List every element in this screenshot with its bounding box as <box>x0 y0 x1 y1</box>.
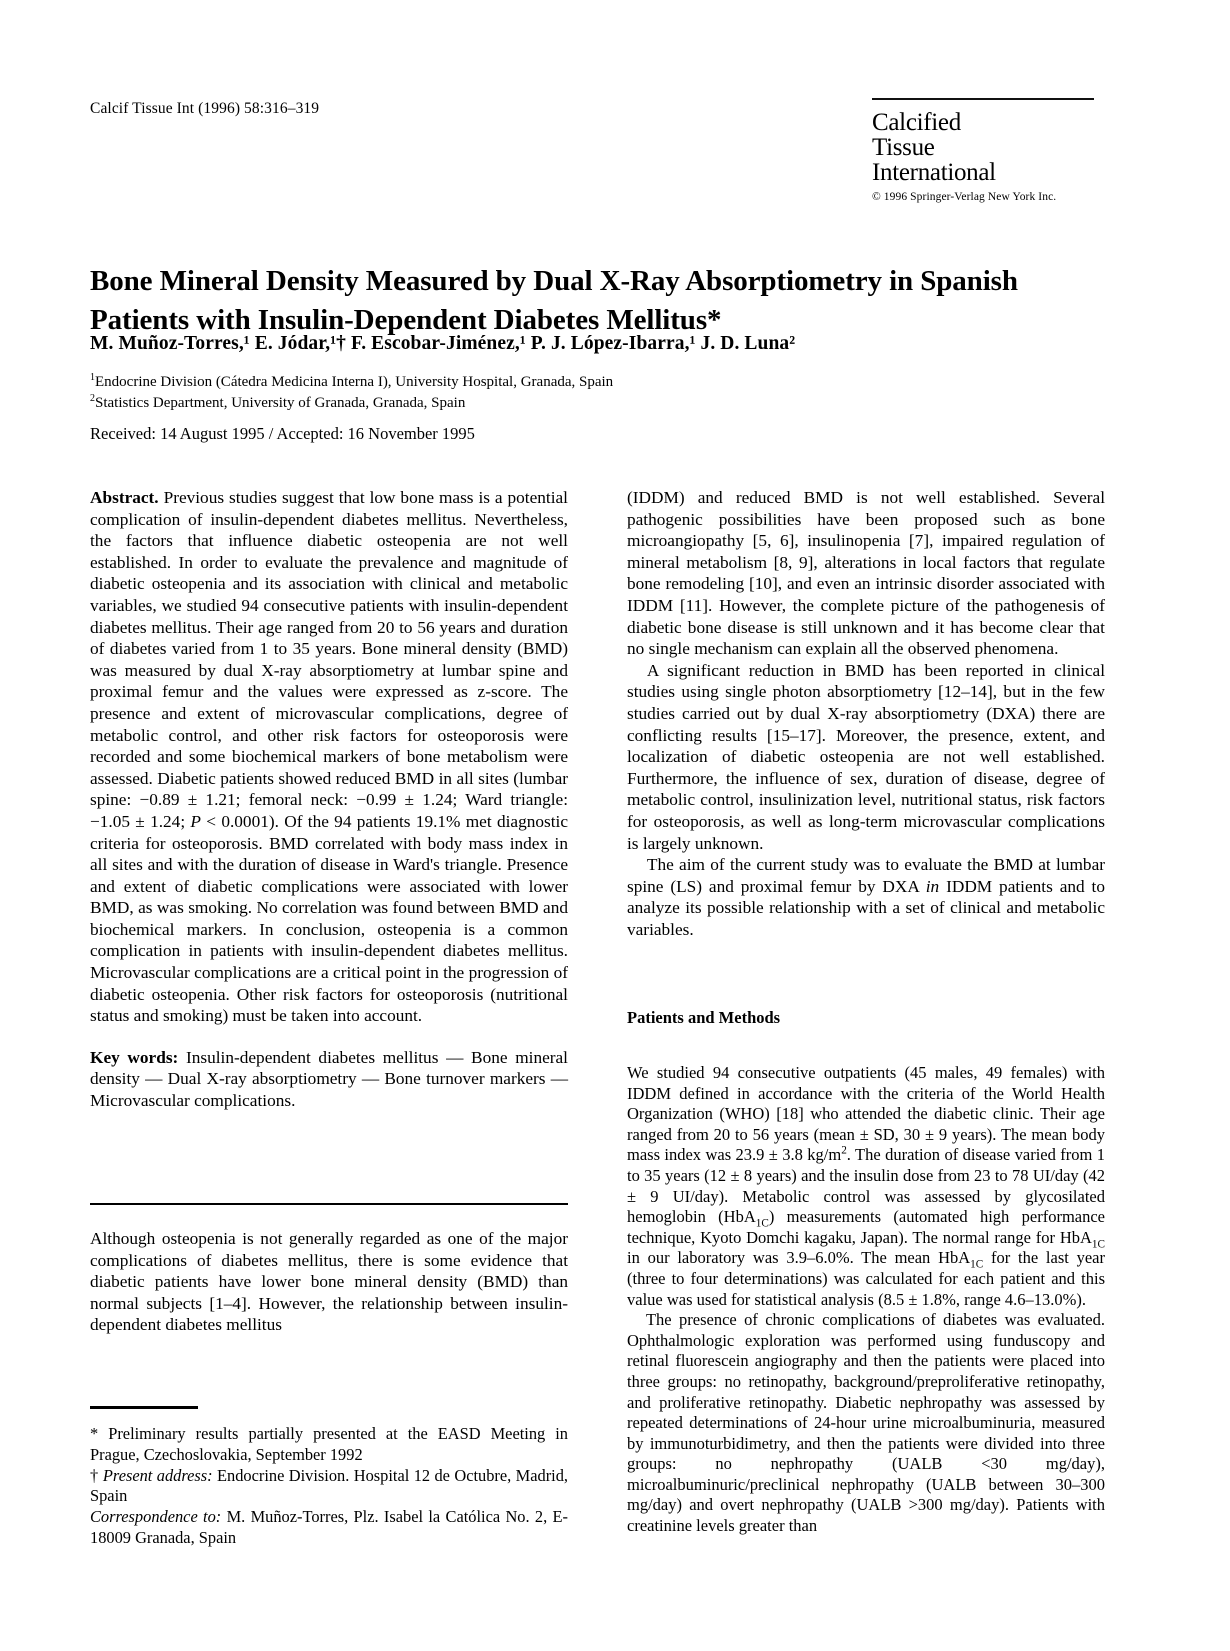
footnote-rule <box>90 1406 198 1409</box>
intro-right-paragraph-3: The aim of the current study was to evaluate the BMD at lumbar spine (LS) and proximal femur by DXA in IDDM patients and to analyze its possible relationship with a set of clinical and metabolic variables. <box>627 855 1105 939</box>
methods-paragraph-1: We studied 94 consecutive outpatients (45 males, 49 females) with IDDM defined in accordance with the criteria of the World Health Organization (WHO) [18] who attended the diabetic clinic. Their age ranged from 20 to 56 years (mean ± SD, 30 ± 9 years). The mean body mass index was 23.9 ± 3.8 $kg/m^2$. The duration of disease varied from 1 to 35 years (12 ± 8 years) and the insulin dose from 23 to 78 UI/day (42 ± 9 UI/day). Metabolic control was assessed by glycosilated hemoglobin (HbA$_{1C}$) measurements (automated high performance technique, Kyoto Domchi kagaku, Japan). The normal range for HbA$_{1C}$ in our laboratory was 3.9–6.0%. The mean HbA$_{1C}$ for the last year (three to four determinations) was calculated for each patient and this value was used for statistical analysis (8.5 ± 1.8%, range 4.6–13.0%). <box>627 1063 1105 1309</box>
affiliations <box>90 372 990 414</box>
affiliation-1: $^1$Endocrine Division (Cátedra Medicina Interna I), University Hospital, Granada, Spain <box>90 372 614 390</box>
intro-left-paragraph: Although osteopenia is not generally regarded as one of the major complications of diabetes mellitus, there is some evidence that diabetic patients have lower bone mineral density (BMD) than normal subjects [1–4]. However, the relationship between insulin-dependent diabetes mellitus <box>90 1229 568 1335</box>
affiliation-2: $^2$Statistics Department, University of Granada, Granada, Spain <box>90 393 466 411</box>
abstract-body: Previous studies suggest that low bone mass is a potential complication of insulin-dependent diabetes mellitus. Nevertheless, the factors that influence diabetic osteopenia are not well established. In order to evaluate the prevalence and magnitude of diabetic osteopenia and its association with clinical and metabolic variables, we studied 94 consecutive patients with insulin-dependent diabetes mellitus. Their age ranged from 20 to 56 years and duration of diabetes varied from 1 to 35 years. Bone mineral density (BMD) was measured by dual X-ray absorptiometry at lumbar spine and proximal femur and the values were expressed as z-score. The presence and extent of microvascular complications, degree of metabolic control, and other risk factors for osteoporosis were recorded and some biochemical markers of bone metabolism were assessed. Diabetic patients showed reduced BMD in all sites (lumbar spine: −0.89 ± 1.21; femoral neck: −0.99 ± 1.24; Ward triangle: −1.05 ± 1.24; <box>90 488 568 831</box>
right-column <box>627 487 1105 940</box>
methods-body <box>627 1063 1105 1537</box>
journal-logo-line-3: International <box>872 159 996 186</box>
logo-divider <box>872 98 1094 100</box>
keywords-list: Insulin-dependent diabetes mellitus — Bone mineral density — Dual X-ray absorptiometry — Bone turnover markers — Microvascular complications. <box>90 1047 568 1111</box>
left-column <box>90 487 568 1112</box>
column-separator-rule <box>90 1203 568 1205</box>
keywords-paragraph <box>90 1047 568 1112</box>
journal-logo-line-2: Tissue <box>872 134 935 161</box>
journal-logo-block <box>872 98 1094 203</box>
article-title: Bone Mineral Density Measured by Dual X-Ray Absorptiometry in Spanish Patients with Insulin-Dependent Diabetes Mellitus* <box>90 265 1018 337</box>
abstract-paragraph <box>90 487 568 1027</box>
author-list: M. Muñoz-Torres,¹ E. Jódar,¹† F. Escobar-Jiménez,¹ P. J. López-Ibarra,¹ J. D. Luna² <box>90 333 796 354</box>
running-head: Calcif Tissue Int (1996) 58:316–319 <box>90 100 320 117</box>
footnote-dagger: † Present address: Endocrine Division. Hospital 12 de Octubre, Madrid, Spain <box>90 1465 568 1506</box>
abstract-body-2: < 0.0001). Of the 94 patients 19.1% met diagnostic criteria for osteoporosis. BMD correlated with body mass index in all sites and with the duration of disease in Ward's triangle. Presence and extent of diabetic complications were associated with lower BMD, as was smoking. No correlation was found between BMD and biochemical markers. In conclusion, osteopenia is a common complication in patients with insulin-dependent diabetes mellitus. Microvascular complications are a critical point in the progression of diabetic osteopenia. Other risk factors for osteoporosis (nutritional status and smoking) must be taken into account. <box>90 811 568 1026</box>
journal-logo-line-1: Calcified <box>872 109 961 136</box>
intro-right-paragraph-1: (IDDM) and reduced BMD is not well established. Several pathogenic possibilities have been proposed such as bone microangiopathy [5, 6], insulinopenia [7], impaired regulation of mineral metabolism [8, 9], alterations in local factors that regulate bone remodeling [10], and even an intrinsic disorder associated with IDDM [11]. However, the complete picture of the pathogenesis of diabetic bone disease is still unknown and it has become clear that no single mechanism can explain all the observed phenomena. <box>627 488 1105 659</box>
copyright-line: © 1996 Springer-Verlag New York Inc. <box>872 191 1057 203</box>
keywords-label: Key words: <box>90 1047 179 1067</box>
p-value-symbol: P <box>190 811 201 831</box>
section-heading-patients-and-methods: Patients and Methods <box>627 1008 781 1027</box>
intro-right-paragraph-2: A significant reduction in BMD has been reported in clinical studies using single photon absorptiometry [12–14], but in the few studies carried out by dual X-ray absorptiometry (DXA) there are conflicting results [15–17]. Moreover, the presence, extent, and localization of diabetic osteopenia are not well established. Furthermore, the influence of sex, duration of disease, degree of metabolic control, insulinization level, nutritional status, risk factors for osteoporosis, as well as long-term microvascular complications is largely unknown. <box>627 660 1105 853</box>
received-accepted-dates: Received: 14 August 1995 / Accepted: 16 November 1995 <box>90 424 475 443</box>
abstract-label: Abstract. <box>90 488 159 507</box>
footnote-correspondence: Correspondence to: M. Muñoz-Torres, Plz. Isabel la Católica No. 2, E-18009 Granada, Spain <box>90 1507 568 1547</box>
footnote-block <box>90 1424 568 1549</box>
footnote-star: * Preliminary results partially presented at the EASD Meeting in Prague, Czechoslovakia, September 1992 <box>90 1424 568 1464</box>
methods-paragraph-2: The presence of chronic complications of diabetes was evaluated. Ophthalmologic exploration was performed using funduscopy and retinal fluorescein angiography and then the patients were placed into three groups: no retinopathy, background/preproliferative retinopathy, and proliferative retinopathy. Diabetic nephropathy was assessed by repeated determinations of 24-hour urine microalbuminuria, measured by immunoturbidimetry, and then the patients were divided into three groups: no nephropathy (UALB <30 mg/day), microalbuminuric/preclinical nephropathy (UALB between 30–300 mg/day) and overt nephropathy (UALB >300 mg/day). Patients with creatinine levels greater than <box>627 1310 1105 1536</box>
introduction-left-continuation <box>90 1228 568 1336</box>
